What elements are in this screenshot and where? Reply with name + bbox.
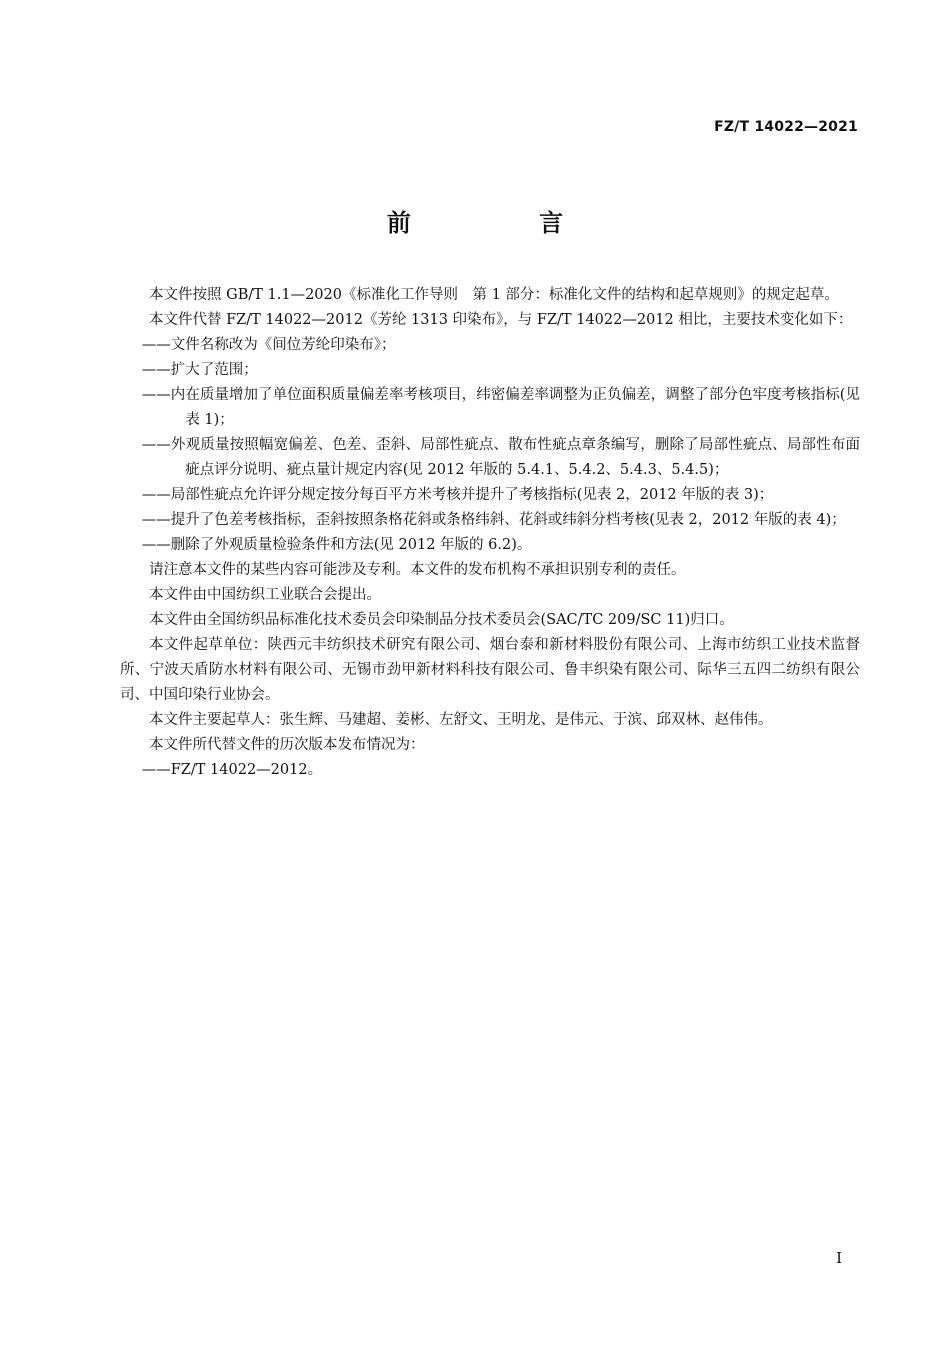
change-item: ——提升了色差考核指标，歪斜按照条格花斜或条格纬斜、花斜或纬斜分档考核(见表 2，2012 年版的表 4)； bbox=[141, 512, 846, 528]
change-item: ——外观质量按照幅宽偏差、色差、歪斜、局部性疵点、散布性疵点章条编写，删除了局部性疵点、局部性布面疵点评分说明、疵点量计规定内容(见 2012 年版的 5.4.1、5.4.2、5.4.3、5.4.5)； bbox=[141, 437, 860, 478]
paragraph-drafters: 本文件主要起草人：张生辉、马建超、姜彬、左舒文、王明龙、是伟元、于滨、邱双林、赵伟伟。 bbox=[149, 712, 773, 728]
paragraph-version-history: 本文件所代替文件的历次版本发布情况为： bbox=[149, 737, 425, 753]
page-title: 前 言 bbox=[386, 209, 624, 237]
change-item: ——扩大了范围； bbox=[141, 362, 258, 378]
page-number: I bbox=[836, 1249, 842, 1267]
paragraph-drafting-units: 本文件起草单位：陕西元丰纺织技术研究有限公司、烟台泰和新材料股份有限公司、上海市纺织工业技术监督所、宁波天盾防水材料有限公司、无锡市劲甲新材料科技有限公司、鲁丰织染有限公司、际华三五四二纺织有限公司、中国印染行业协会。 bbox=[120, 637, 860, 703]
foreword-body bbox=[120, 283, 860, 783]
paragraph-replacement: 本文件代替 FZ/T 14022—2012《芳纶 1313 印染布》，与 FZ/T 14022—2012 相比，主要技术变化如下： bbox=[149, 312, 853, 328]
change-item: ——局部性疵点允许评分规定按分每百平方米考核并提升了考核指标(见表 2，2012 年版的表 3)； bbox=[141, 487, 774, 503]
standard-number: FZ/T 14022—2021 bbox=[714, 119, 858, 135]
history-item: ——FZ/T 14022—2012。 bbox=[141, 762, 323, 778]
paragraph-proposer: 本文件由中国纺织工业联合会提出。 bbox=[149, 587, 381, 603]
paragraph-patent-notice: 请注意本文件的某些内容可能涉及专利。本文件的发布机构不承担识别专利的责任。 bbox=[149, 562, 686, 578]
paragraph-committee: 本文件由全国纺织品标准化技术委员会印染制品分技术委员会(SAC/TC 209/SC 11)归口。 bbox=[149, 612, 734, 628]
change-item: ——删除了外观质量检验条件和方法(见 2012 年版的 6.2)。 bbox=[141, 537, 532, 553]
change-item: ——文件名称改为《间位芳纶印染布》； bbox=[141, 337, 396, 353]
paragraph-drafting-rules: 本文件按照 GB/T 1.1—2020《标准化工作导则 第 1 部分：标准化文件的结构和起草规则》的规定起草。 bbox=[149, 287, 839, 303]
change-item: ——内在质量增加了单位面积质量偏差率考核项目，纬密偏差率调整为正负偏差，调整了部分色牢度考核指标(见表 1)； bbox=[141, 387, 860, 428]
